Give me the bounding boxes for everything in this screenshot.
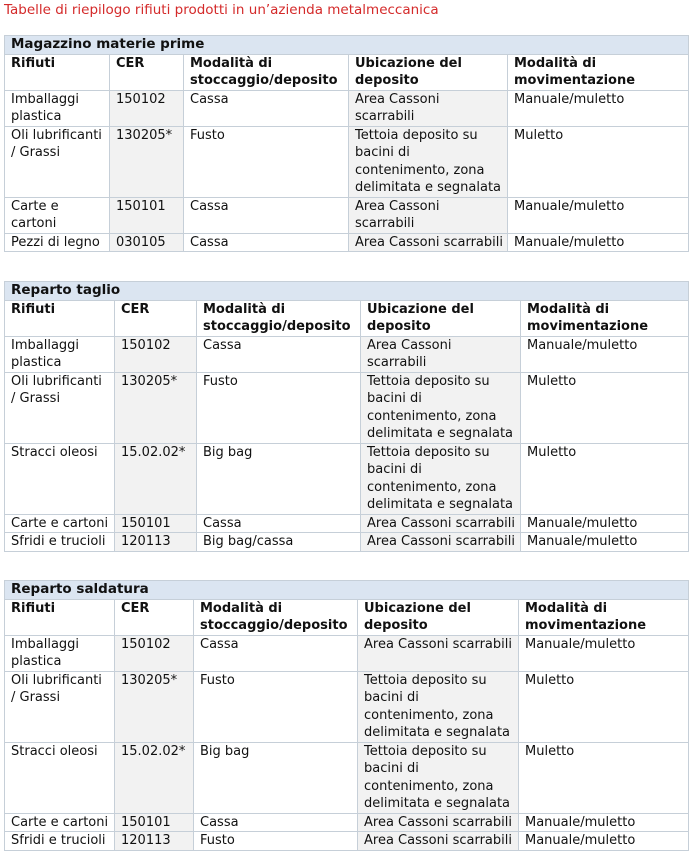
- table-row: [5, 233, 689, 252]
- cell-cer: 150102: [115, 336, 197, 372]
- cell-stoccaggio: Cassa: [197, 336, 361, 372]
- cell-ubicazione: Tettoia deposito su bacini di contenimento, zona delimitata e segnalata: [361, 372, 521, 443]
- column-header: Ubicazione del deposito: [358, 599, 519, 635]
- column-header: Modalità di movimentazione: [508, 54, 689, 90]
- table-row: [5, 671, 689, 742]
- cell-stoccaggio: Cassa: [184, 233, 349, 252]
- table-reparto-taglio: [4, 281, 689, 552]
- cell-cer: 150101: [115, 813, 194, 832]
- cell-ubicazione: Tettoia deposito su bacini di contenimento, zona delimitata e segnalata: [361, 443, 521, 514]
- column-header: Modalità di movimentazione: [519, 599, 689, 635]
- cell-movimentazione: Manuale/muletto: [519, 635, 689, 671]
- table-row: [5, 533, 689, 552]
- cell-cer: 150102: [110, 90, 184, 126]
- cell-stoccaggio: Fusto: [194, 832, 358, 851]
- cell-movimentazione: Muletto: [508, 126, 689, 197]
- cell-rifiuti: Carte e cartoni: [5, 197, 110, 233]
- cell-ubicazione: Area Cassoni scarrabili: [358, 813, 519, 832]
- table-row: [5, 197, 689, 233]
- cell-stoccaggio: Cassa: [184, 90, 349, 126]
- document-title: Tabelle di riepilogo rifiuti prodotti in un’azienda metalmeccanica: [4, 2, 439, 18]
- column-header: Rifiuti: [5, 54, 110, 90]
- cell-rifiuti: Imballaggi plastica: [5, 90, 110, 126]
- column-header: Modalità di stoccaggio/deposito: [197, 300, 361, 336]
- cell-ubicazione: Tettoia deposito su bacini di contenimento, zona delimitata e segnalata: [358, 671, 519, 742]
- cell-rifiuti: Oli lubrificanti / Grassi: [5, 372, 115, 443]
- cell-ubicazione: Area Cassoni scarrabili: [358, 635, 519, 671]
- cell-movimentazione: Manuale/muletto: [521, 533, 689, 552]
- cell-stoccaggio: Cassa: [194, 813, 358, 832]
- cell-stoccaggio: Cassa: [197, 514, 361, 533]
- table-row: [5, 514, 689, 533]
- cell-ubicazione: Area Cassoni scarrabili: [361, 514, 521, 533]
- table-row: [5, 813, 689, 832]
- cell-stoccaggio: Cassa: [194, 635, 358, 671]
- cell-ubicazione: Area Cassoni scarrabili: [358, 832, 519, 851]
- cell-cer: 130205*: [110, 126, 184, 197]
- cell-movimentazione: Muletto: [521, 443, 689, 514]
- cell-movimentazione: Manuale/muletto: [521, 514, 689, 533]
- cell-movimentazione: Muletto: [519, 671, 689, 742]
- column-header: CER: [115, 599, 194, 635]
- cell-rifiuti: Imballaggi plastica: [5, 336, 115, 372]
- cell-cer: 130205*: [115, 372, 197, 443]
- cell-stoccaggio: Fusto: [194, 671, 358, 742]
- cell-cer: 15.02.02*: [115, 443, 197, 514]
- cell-ubicazione: Area Cassoni scarrabili: [349, 233, 508, 252]
- column-header: Modalità di stoccaggio/deposito: [184, 54, 349, 90]
- cell-ubicazione: Area Cassoni scarrabili: [361, 336, 521, 372]
- cell-cer: 150101: [115, 514, 197, 533]
- cell-cer: 030105: [110, 233, 184, 252]
- cell-rifiuti: Stracci oleosi: [5, 443, 115, 514]
- cell-ubicazione: Area Cassoni scarrabili: [349, 90, 508, 126]
- table-magazzino-materie-prime: [4, 35, 689, 252]
- cell-movimentazione: Manuale/muletto: [521, 336, 689, 372]
- table-row: [5, 832, 689, 851]
- cell-cer: 120113: [115, 832, 194, 851]
- table-row: [5, 126, 689, 197]
- table-row: [5, 443, 689, 514]
- cell-movimentazione: Manuale/muletto: [519, 832, 689, 851]
- cell-ubicazione: Tettoia deposito su bacini di contenimento, zona delimitata e segnalata: [349, 126, 508, 197]
- column-header: Modalità di stoccaggio/deposito: [194, 599, 358, 635]
- column-header: Ubicazione del deposito: [349, 54, 508, 90]
- cell-stoccaggio: Big bag/cassa: [197, 533, 361, 552]
- column-header: Modalità di movimentazione: [521, 300, 689, 336]
- cell-ubicazione: Area Cassoni scarrabili: [349, 197, 508, 233]
- cell-ubicazione: Tettoia deposito su bacini di contenimento, zona delimitata e segnalata: [358, 742, 519, 813]
- cell-rifiuti: Carte e cartoni: [5, 514, 115, 533]
- column-header: CER: [110, 54, 184, 90]
- cell-cer: 15.02.02*: [115, 742, 194, 813]
- cell-movimentazione: Muletto: [519, 742, 689, 813]
- cell-cer: 120113: [115, 533, 197, 552]
- cell-ubicazione: Area Cassoni scarrabili: [361, 533, 521, 552]
- section-title: Reparto taglio: [5, 282, 689, 301]
- cell-cer: 150102: [115, 635, 194, 671]
- cell-movimentazione: Manuale/muletto: [508, 90, 689, 126]
- section-title: Reparto saldatura: [5, 581, 689, 600]
- table-row: [5, 336, 689, 372]
- table-row: [5, 742, 689, 813]
- cell-rifiuti: Oli lubrificanti / Grassi: [5, 126, 110, 197]
- cell-rifiuti: Oli lubrificanti / Grassi: [5, 671, 115, 742]
- cell-cer: 130205*: [115, 671, 194, 742]
- table-row: [5, 90, 689, 126]
- cell-stoccaggio: Fusto: [184, 126, 349, 197]
- cell-rifiuti: Sfridi e trucioli: [5, 533, 115, 552]
- column-header: Ubicazione del deposito: [361, 300, 521, 336]
- cell-stoccaggio: Cassa: [184, 197, 349, 233]
- cell-stoccaggio: Big bag: [194, 742, 358, 813]
- cell-movimentazione: Manuale/muletto: [508, 197, 689, 233]
- table-reparto-saldatura: [4, 580, 689, 851]
- cell-rifiuti: Sfridi e trucioli: [5, 832, 115, 851]
- section-title: Magazzino materie prime: [5, 36, 689, 55]
- cell-rifiuti: Carte e cartoni: [5, 813, 115, 832]
- table-row: [5, 635, 689, 671]
- column-header: Rifiuti: [5, 300, 115, 336]
- cell-movimentazione: Manuale/muletto: [519, 813, 689, 832]
- cell-cer: 150101: [110, 197, 184, 233]
- table-row: [5, 372, 689, 443]
- cell-movimentazione: Manuale/muletto: [508, 233, 689, 252]
- cell-rifiuti: Imballaggi plastica: [5, 635, 115, 671]
- cell-rifiuti: Stracci oleosi: [5, 742, 115, 813]
- cell-stoccaggio: Big bag: [197, 443, 361, 514]
- column-header: CER: [115, 300, 197, 336]
- cell-stoccaggio: Fusto: [197, 372, 361, 443]
- cell-rifiuti: Pezzi di legno: [5, 233, 110, 252]
- cell-movimentazione: Muletto: [521, 372, 689, 443]
- column-header: Rifiuti: [5, 599, 115, 635]
